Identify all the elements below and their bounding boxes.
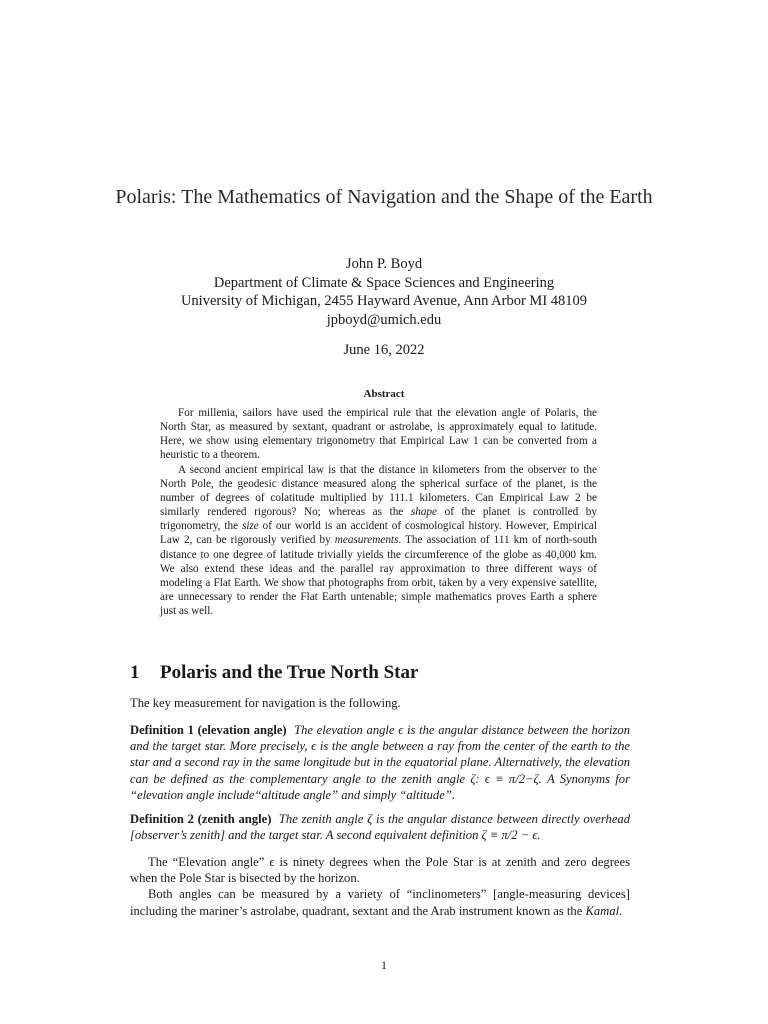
- body-emphasis: Kamal: [585, 903, 620, 918]
- body-paragraphs: [130, 854, 630, 919]
- section-heading: [130, 662, 640, 684]
- abstract-heading: Abstract: [363, 388, 405, 400]
- definition-2: [130, 811, 630, 843]
- paper-date: June 16, 2022: [343, 342, 425, 358]
- author-name: John P. Boyd: [345, 256, 423, 272]
- abstract-paragraph-2: [160, 463, 597, 619]
- body-text: Both angles can be measured by a variety of “inclinometers” [angle-measuring devices] including the mariner’s astrolabe, quadrant, sextant and the Arab instrument known as the: [130, 887, 630, 918]
- section-title: Polaris and the True North Star: [160, 662, 419, 683]
- abstract-text: A second ancient empirical law is that the distance in kilometers from the observer to the North Pole, the geodesic distance measured along the spherical surface of the planet, is the number of degrees of colatitude multiplied by 111.1 kilometers. Can Empirical Law 2 be similarly rendered rigorous? No; whereas as the: [160, 463, 597, 519]
- abstract-emphasis: shape: [410, 506, 437, 519]
- body-paragraph-1: The “Elevation angle” ϵ is ninety degrees when the Pole Star is at zenith and zero degrees when the Pole Star is bisected by the horizon.: [130, 855, 630, 886]
- section-intro: [130, 695, 630, 711]
- body-text: .: [619, 903, 623, 918]
- paper-title: Polaris: The Mathematics of Navigation and the Shape of the Earth: [115, 186, 653, 208]
- body-paragraph-2: [130, 886, 630, 918]
- abstract-emphasis: size: [241, 520, 259, 533]
- abstract-text: of our world is an accident of cosmological history. However, Empirical Law 2, can be rigorously verified by: [160, 520, 598, 547]
- definition-1: [130, 722, 630, 803]
- author-block: [100, 255, 668, 329]
- definition-1-text: The elevation angle ϵ is the angular distance between the horizon and the target star. More precisely, ϵ is the angle between a ray from the center of the earth to the star and a second ray in the same longitude but in the equatorial plane. Alternatively, the elevation can be defined as the complementary angle to the zenith angle ζ: ϵ ≡ π/2−ζ. A Synonyms for “elevation angle include“altitude angle” and simply “altitude”.: [130, 723, 631, 802]
- author-department: Department of Climate & Space Sciences and Engineering: [213, 274, 555, 291]
- abstract-body: [160, 406, 597, 618]
- section-number: 1: [130, 662, 140, 683]
- page-number: 1: [381, 958, 387, 972]
- intro-text: The key measurement for navigation is the following.: [130, 696, 401, 710]
- definition-2-label: Definition 2 (zenith angle): [130, 812, 272, 826]
- definition-1-label: Definition 1 (elevation angle): [130, 723, 287, 737]
- abstract-text: . The association of 111 km of north-south distance to one degree of latitude trivially yields the circumference of the globe as 40,000 km. We also extend these ideas and the parallel ray approximation to three different ways of modeling a Flat Earth. We show that photographs from orbit, taken by a very expensive satellite, are unnecessary to render the Flat Earth untenable; simple mathematics proves Earth a sphere just as well.: [160, 534, 597, 618]
- abstract-emphasis: measurements: [334, 534, 399, 547]
- definition-2-text: The zenith angle ζ is the angular distance between directly overhead [observer’s zenith] and the target star. A second equivalent definition ζ ≡ π/2 − ϵ.: [130, 812, 631, 843]
- abstract-text: of the planet is controlled by trigonometry, the: [160, 506, 597, 533]
- author-address: University of Michigan, 2455 Hayward Avenue, Ann Arbor MI 48109: [180, 293, 588, 309]
- author-email: jpboyd@umich.edu: [326, 311, 442, 328]
- abstract-paragraph-1: For millenia, sailors have used the empirical rule that the elevation angle of Polaris, the North Star, as measured by sextant, quadrant or astrolabe, is approximately equal to latitude. Here, we show using elementary trigonometry that Empirical Law 1 can be converted from a heuristic to a theorem.: [160, 407, 597, 462]
